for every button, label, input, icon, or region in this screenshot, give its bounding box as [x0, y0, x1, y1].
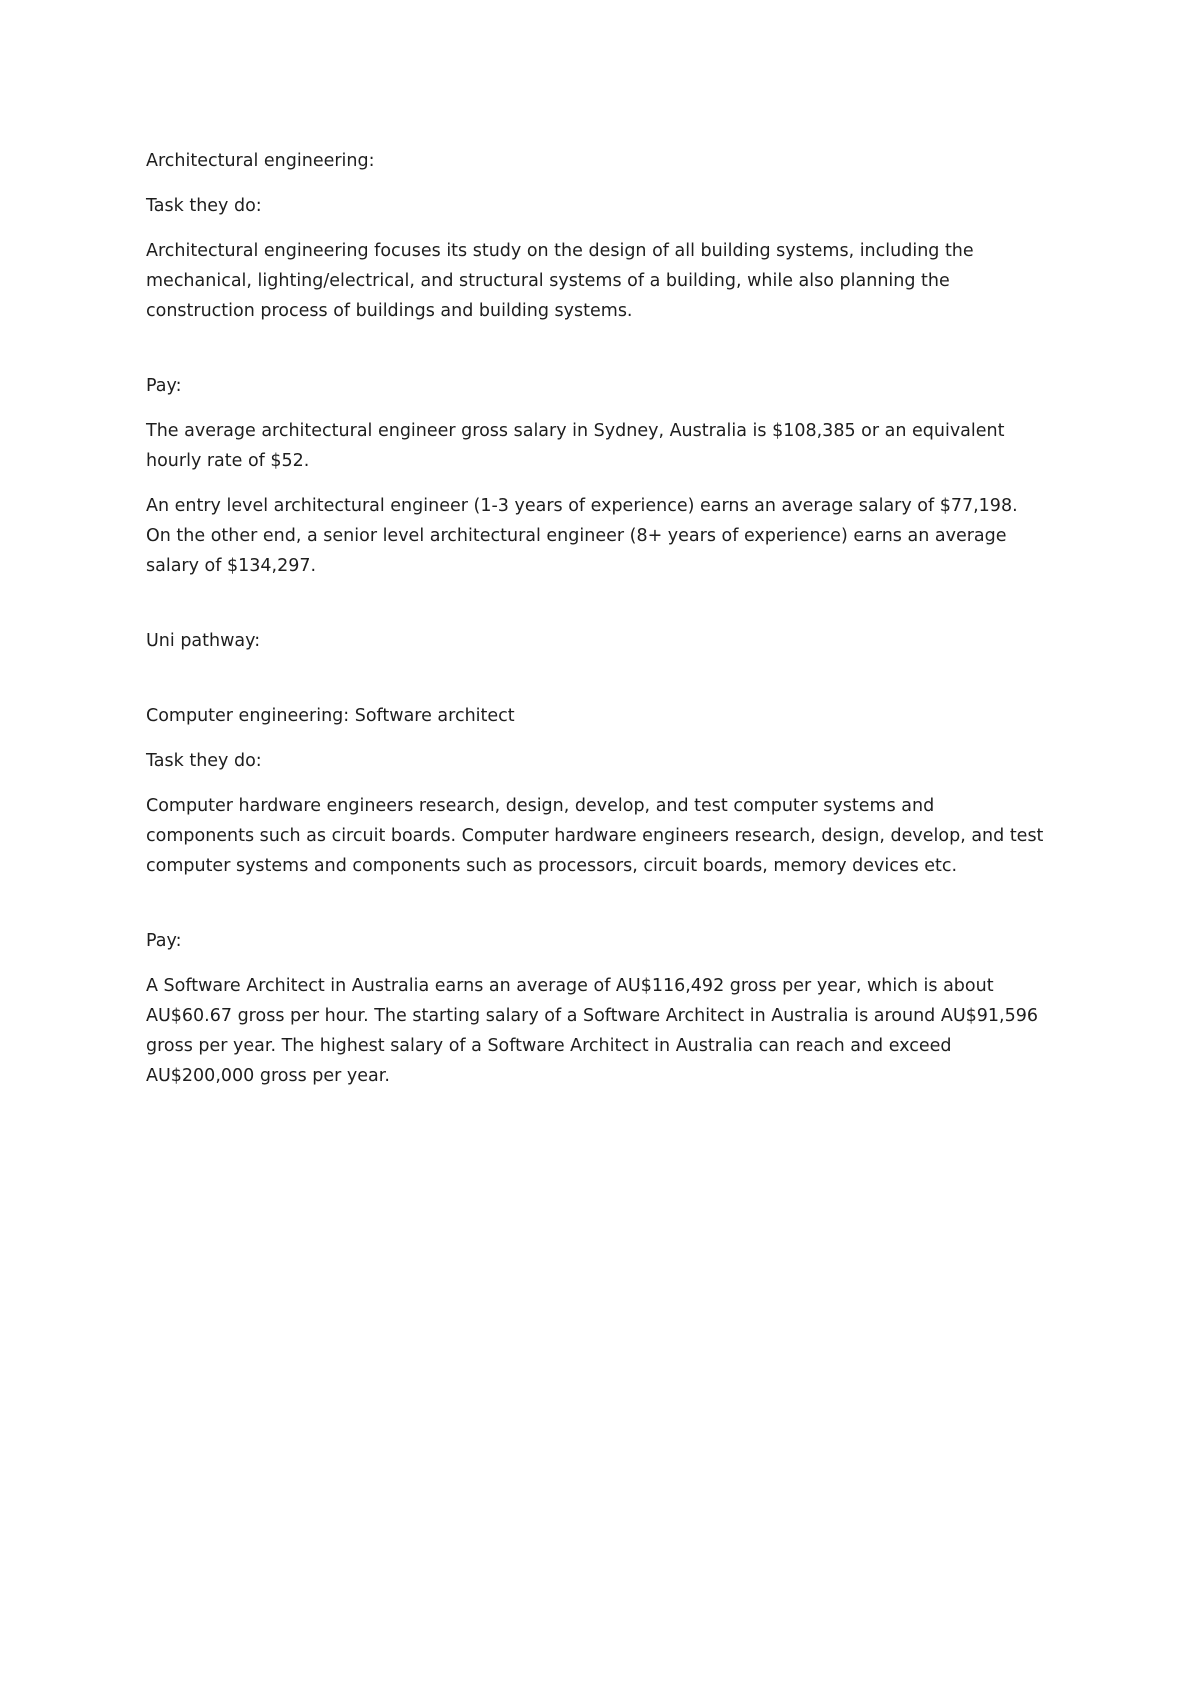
pay-text-computer: A Software Architect in Australia earns an average of AU$116,492 gross per year, which is about AU$60.67 gross per hour. The starting salary of a Software Architect in Australia is around AU$91,596 gross per year. The highest salary of a Software Architect in Australia can reach and exceed AU$200,000 gross per year.: [146, 976, 1038, 1086]
spacer: [146, 896, 1046, 926]
pay-text-architectural-average: The average architectural engineer gross salary in Sydney, Australia is $108,385 or an equivalent hourly rate of $52.: [146, 421, 1005, 471]
section-heading-computer: Computer engineering: Software architect: [146, 706, 515, 726]
uni-pathway-label: Uni pathway:: [146, 631, 261, 651]
pay-label-architectural: Pay:: [146, 376, 182, 396]
task-label-architectural: Task they do:: [146, 196, 262, 216]
spacer: [146, 671, 1046, 701]
task-text-architectural: Architectural engineering focuses its study on the design of all building systems, including the mechanical, lighting/electrical, and structural systems of a building, while also planning the construction process of buildings and building systems.: [146, 241, 974, 321]
pay-text-architectural-range: An entry level architectural engineer (1-3 years of experience) earns an average salary of $77,198. On the other end, a senior level architectural engineer (8+ years of experience) earns an average salary of $134,297.: [146, 496, 1018, 576]
spacer: [146, 596, 1046, 626]
pay-label-computer: Pay:: [146, 931, 182, 951]
spacer: [146, 341, 1046, 371]
task-text-computer: Computer hardware engineers research, design, develop, and test computer systems and components such as circuit boards. Computer hardware engineers research, design, develop, and test computer systems and components such as processors, circuit boards, memory devices etc.: [146, 796, 1044, 876]
section-heading-architectural: Architectural engineering:: [146, 151, 375, 171]
document-body: [146, 146, 1046, 1106]
task-label-computer: Task they do:: [146, 751, 262, 771]
